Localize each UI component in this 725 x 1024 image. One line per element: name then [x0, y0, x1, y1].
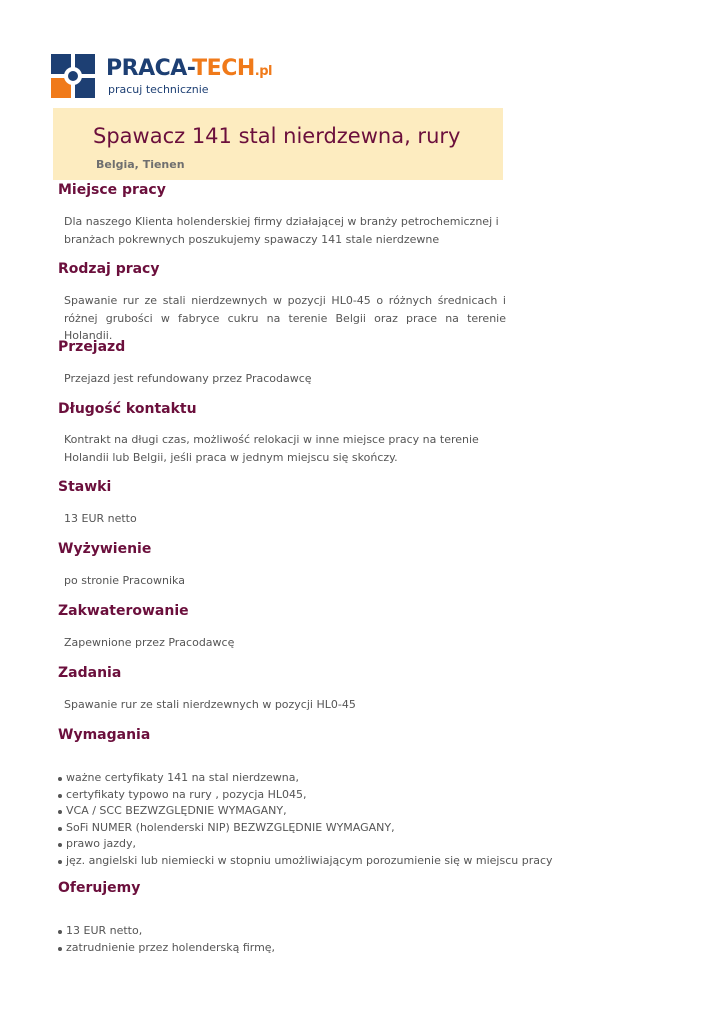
section-heading-przejazd: Przejazd: [58, 339, 126, 355]
bullet-icon: [58, 794, 62, 798]
bullet-icon: [58, 930, 62, 934]
section-text-przejazd: Przejazd jest refundowany przez Pracodawcę: [64, 372, 312, 385]
section-heading-zadania: Zadania: [58, 665, 122, 681]
section-heading-stawki: Stawki: [58, 479, 112, 495]
section-heading-miejsce-pracy: Miejsce pracy: [58, 182, 166, 198]
list-item: certyfikaty typowo na rury , pozycja HL045,: [58, 787, 553, 804]
gear-wrench-logo-icon: [51, 54, 95, 98]
section-text-miejsce-pracy: Dla naszego Klienta holenderskiej firmy działającej w branży petrochemicznej i branżach pokrewnych poszukujemy spawaczy 141 stale nierdzewne: [64, 215, 499, 246]
section-text-wyzywienie: po stronie Pracownika: [64, 574, 185, 587]
requirements-list: [58, 770, 553, 869]
section-heading-wyzywienie: Wyżywienie: [58, 541, 152, 557]
job-header: [53, 108, 503, 180]
section-heading-wymagania: Wymagania: [58, 727, 151, 743]
site-logo[interactable]: [51, 54, 271, 100]
offer-list: [58, 923, 275, 956]
section-text-rodzaj-pracy: Spawanie rur ze stali nierdzewnych w pozycji HL0-45 o różnych średnicach i różnej grubości w fabryce cukru na terenie Belgii oraz prace na terenie Holandii.: [64, 294, 506, 342]
section-text-dlugosc-kontaktu: Kontrakt na długi czas, możliwość relokacji w inne miejsce pracy na terenie Holandii lub Belgii, jeśli praca w jednym miejscu się skończy.: [64, 433, 479, 464]
section-text-zakwaterowanie: Zapewnione przez Pracodawcę: [64, 636, 235, 649]
bullet-icon: [58, 947, 62, 951]
section-text-zadania: Spawanie rur ze stali nierdzewnych w pozycji HL0-45: [64, 698, 356, 711]
bullet-icon: [58, 860, 62, 864]
list-item: jęz. angielski lub niemiecki w stopniu umożliwiającym porozumienie się w miejscu pracy: [58, 853, 553, 870]
list-item: zatrudnienie przez holenderską firmę,: [58, 940, 275, 957]
list-item: SoFi NUMER (holenderski NIP) BEZWZGLĘDNIE WYMAGANY,: [58, 820, 553, 837]
job-title: Spawacz 141 stal nierdzewna, rury: [93, 124, 461, 148]
list-item: VCA / SCC BEZWZGLĘDNIE WYMAGANY,: [58, 803, 553, 820]
list-item: 13 EUR netto,: [58, 923, 275, 940]
section-heading-rodzaj-pracy: Rodzaj pracy: [58, 261, 160, 277]
section-heading-dlugosc-kontaktu: Długość kontaktu: [58, 401, 197, 417]
bullet-icon: [58, 810, 62, 814]
list-item: prawo jazdy,: [58, 836, 553, 853]
list-item: ważne certyfikaty 141 na stal nierdzewna,: [58, 770, 553, 787]
section-heading-oferujemy: Oferujemy: [58, 880, 141, 896]
logo-wordmark: PRACA-TECH.pl: [106, 56, 272, 81]
job-location: Belgia, Tienen: [96, 158, 185, 171]
bullet-icon: [58, 777, 62, 781]
logo-tagline: pracuj technicznie: [108, 83, 209, 96]
bullet-icon: [58, 827, 62, 831]
section-heading-zakwaterowanie: Zakwaterowanie: [58, 603, 189, 619]
bullet-icon: [58, 843, 62, 847]
section-text-stawki: 13 EUR netto: [64, 512, 137, 525]
